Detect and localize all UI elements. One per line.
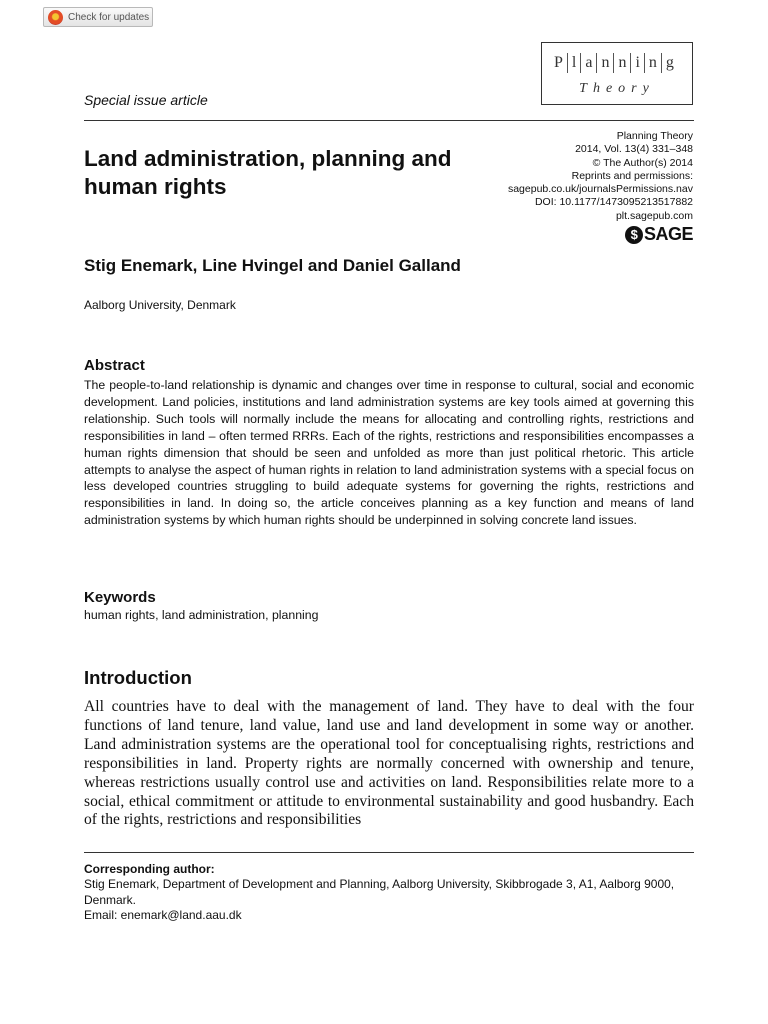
journal-name: Planning Theory [616, 130, 693, 142]
corresponding-author-email[interactable]: Email: enemark@land.aau.dk [84, 907, 242, 922]
abstract-heading: Abstract [84, 357, 145, 374]
header-divider [84, 120, 694, 121]
abstract-text: The people-to-land relationship is dynamic and changes over time in response to cultural, social and economic development. Land policies, institutions and land administration systems are key tools aimed at governing this relationship. Such tools will normally include the means for allocating and controlling rights, restrictions and responsibilities in land – often termed RRRs. Each of the rights, restrictions and responsibilities encompasses a human rights dimension that should be seen and unfolded as more than just political rhetoric. This article attempts to analyse the aspect of human rights in relation to land administration systems with a special focus on less developed countries struggling to build adequate systems for governing the rights, restrictions and responsibilities in land. In doing so, the article conceives planning as a key function and means of land administration systems by which human rights should be underpinned in solving concrete land issues. [84, 378, 694, 528]
crossmark-icon [48, 10, 63, 25]
corresponding-author [84, 862, 694, 923]
article-title: Land administration, planning and human rights [84, 146, 452, 199]
logo-letter: a [580, 53, 596, 73]
footnote-divider [84, 852, 694, 853]
permissions-link[interactable]: sagepub.co.uk/journalsPermissions.nav [507, 183, 693, 196]
volume-info: 2014, Vol. 13(4) 331–348 [575, 143, 693, 156]
doi[interactable]: DOI: 10.1177/1473095213517882 [534, 196, 693, 209]
journal-logo-word2: Theory [579, 81, 655, 96]
journal-logo-word1 [550, 53, 678, 73]
logo-letter: n [644, 53, 661, 73]
introduction-text: All countries have to deal with the management of land. They have to deal with the four functions of land tenure, land value, land use and land development in some way or another. Land administration systems are the operational tool for conceptualising rights, restrictions and responsibilities in land. Property rights are normally concerned with ownership and tenure, whereas restrictions usually control use and activities on land. Responsibilities relate more to a social, ethical commitment or attitude to environmental sustainability and good husbandry. Each of the rights, restrictions and responsibilities [84, 698, 694, 829]
keywords-heading: Keywords [84, 589, 156, 606]
logo-letter: g [661, 53, 678, 73]
publication-meta [508, 130, 693, 223]
copyright: © The Author(s) 2014 [592, 156, 693, 169]
check-for-updates-label: Check for updates [68, 11, 150, 23]
keywords-text: human rights, land administration, planning [84, 608, 319, 622]
reprints-label: Reprints and permissions: [571, 169, 693, 182]
check-for-updates-button[interactable] [43, 7, 153, 27]
logo-letter: i [630, 53, 643, 73]
logo-letter: l [567, 53, 580, 73]
logo-letter: P [554, 54, 563, 71]
sage-logo [625, 224, 693, 245]
logo-letter: n [596, 53, 613, 73]
logo-letter: n [613, 53, 630, 73]
affiliation: Aalborg University, Denmark [84, 298, 236, 312]
journal-site-link[interactable]: plt.sagepub.com [615, 209, 693, 222]
corresponding-author-label: Corresponding author: [84, 862, 215, 876]
sage-symbol-icon: $ [625, 226, 643, 244]
introduction-heading: Introduction [84, 667, 192, 688]
sage-wordmark: SAGE [643, 224, 693, 244]
journal-logo [541, 42, 693, 105]
author-list: Stig Enemark, Line Hvingel and Daniel Galland [84, 256, 461, 275]
corresponding-author-address: Stig Enemark, Department of Development and Planning, Aalborg University, Skibbrogade 3, A1, Aalborg 9000, Denmark. [84, 877, 675, 907]
article-type: Special issue article [84, 92, 208, 108]
